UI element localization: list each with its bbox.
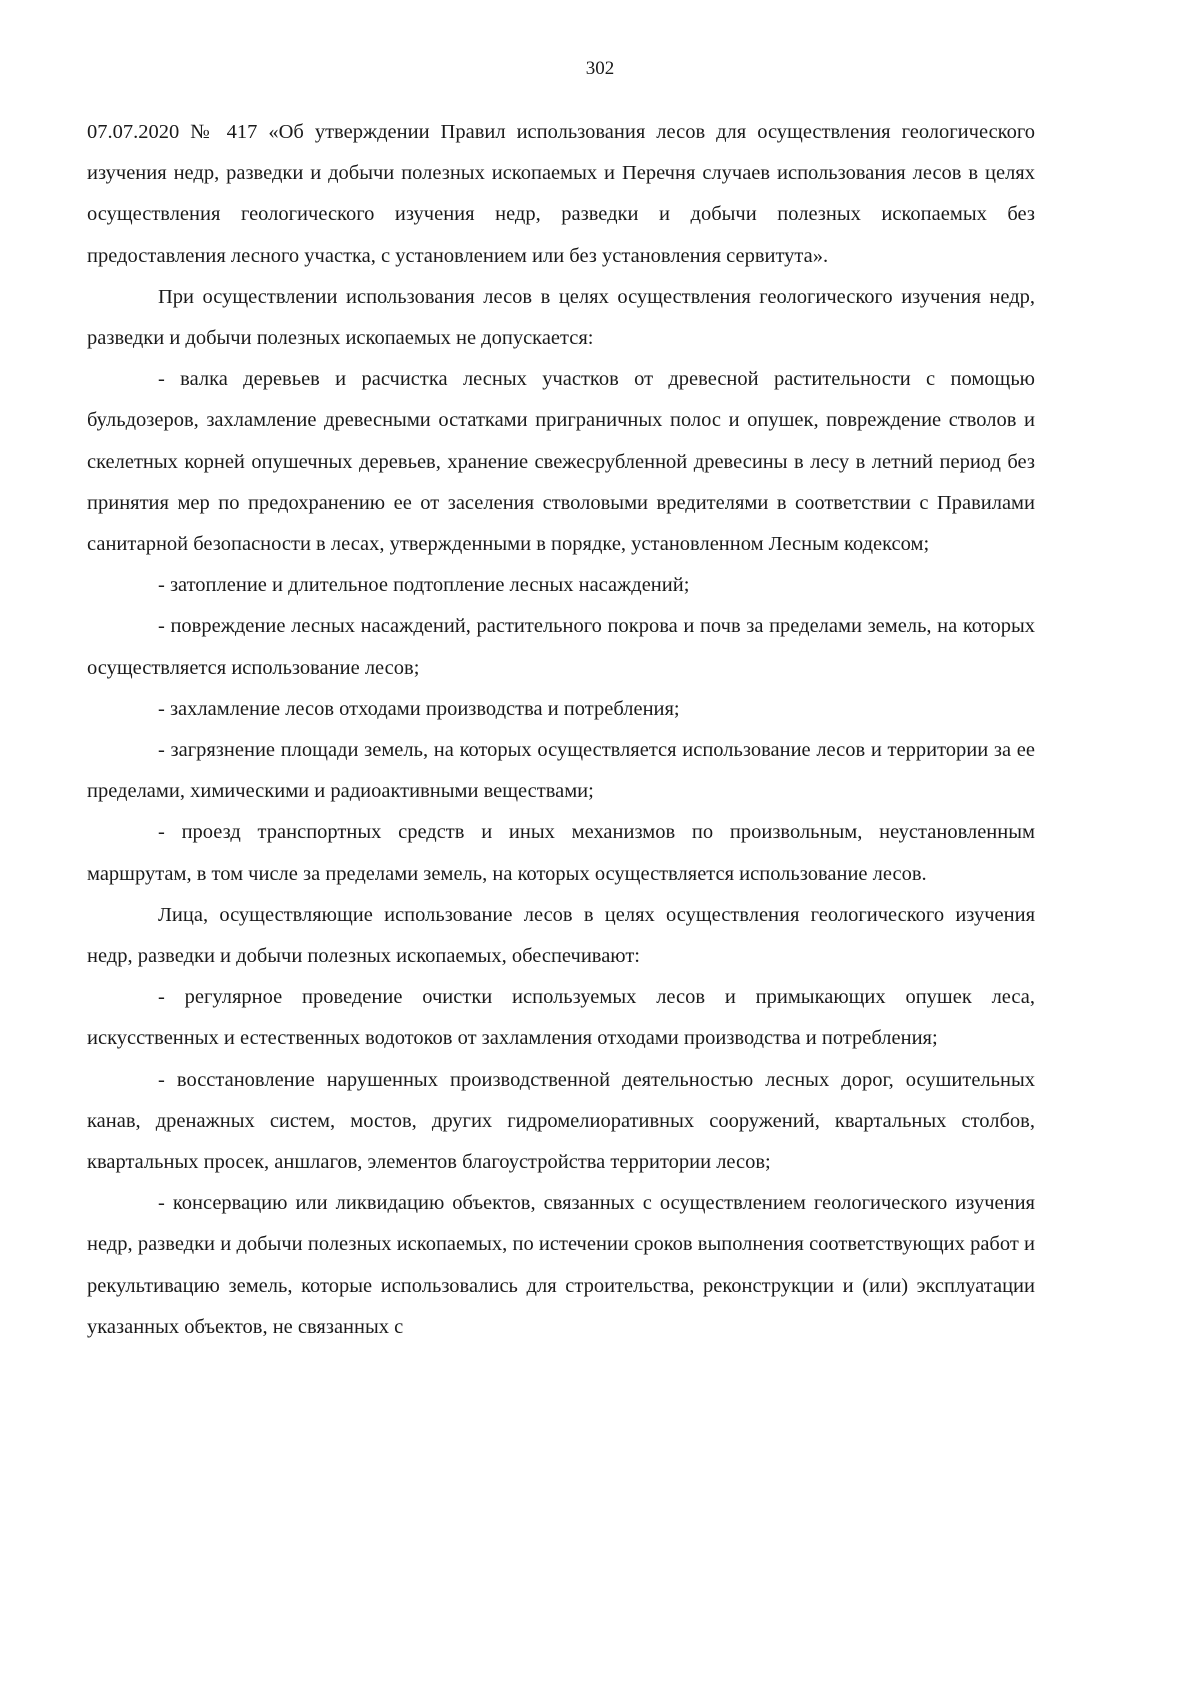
paragraph: - проезд транспортных средств и иных механизмов по произвольным, неустановленным маршрутам, в том числе за пределами земель, на которых осуществляется использование лесов. bbox=[87, 821, 1035, 885]
body-text bbox=[87, 112, 1035, 1348]
paragraph: 07.07.2020 № 417 «Об утверждении Правил использования лесов для осуществления геологического изучения недр, разведки и добычи полезных ископаемых и Перечня случаев использования лесов в целях осуществления геологического изучения недр, разведки и добычи полезных ископаемых без предоставления лесного участка, с установлением или без установления сервитута». bbox=[87, 121, 1035, 267]
page-number: 302 bbox=[585, 58, 615, 79]
paragraph: - загрязнение площади земель, на которых осуществляется использование лесов и территории за ее пределами, химическими и радиоактивными веществами; bbox=[87, 739, 1035, 803]
paragraph: - повреждение лесных насаждений, растительного покрова и почв за пределами земель, на которых осуществляется использование лесов; bbox=[87, 615, 1035, 679]
paragraph: Лица, осуществляющие использование лесов в целях осуществления геологического изучения недр, разведки и добычи полезных ископаемых, обеспечивают: bbox=[87, 903, 1035, 968]
paragraph: - консервацию или ликвидацию объектов, связанных с осуществлением геологического изучения недр, разведки и добычи полезных ископаемых, по истечении сроков выполнения соответствующих работ и рекультивацию земель, которые использовались для строительства, реконструкции и (или) эксплуатации указанных объектов, не связанных с bbox=[87, 1192, 1035, 1338]
paragraph: - захламление лесов отходами производства и потребления; bbox=[158, 697, 680, 720]
paragraph: При осуществлении использования лесов в целях осуществления геологического изучения недр, разведки и добычи полезных ископаемых не допускается: bbox=[87, 285, 1035, 350]
paragraph: - восстановление нарушенных производственной деятельностью лесных дорог, осушительных канав, дренажных систем, мостов, других гидромелиоративных сооружений, квартальных столбов, квартальных просек, аншлагов, элементов благоустройства территории лесов; bbox=[87, 1068, 1035, 1174]
paragraph: - валка деревьев и расчистка лесных участков от древесной растительности с помощью бульдозеров, захламление древесными остатками приграничных полос и опушек, повреждение стволов и скелетных корней опушечных деревьев, хранение свежесрубленной древесины в лесу в летний период без принятия мер по предохранению ее от заселения стволовыми вредителями в соответствии с Правилами санитарной безопасности в лесах, утвержденными в порядке, установленном Лесным кодексом; bbox=[87, 368, 1035, 556]
paragraph: - регулярное проведение очистки используемых лесов и примыкающих опушек леса, искусственных и естественных водотоков от захламления отходами производства и потребления; bbox=[87, 986, 1035, 1050]
paragraph: - затопление и длительное подтопление лесных насаждений; bbox=[158, 574, 690, 597]
